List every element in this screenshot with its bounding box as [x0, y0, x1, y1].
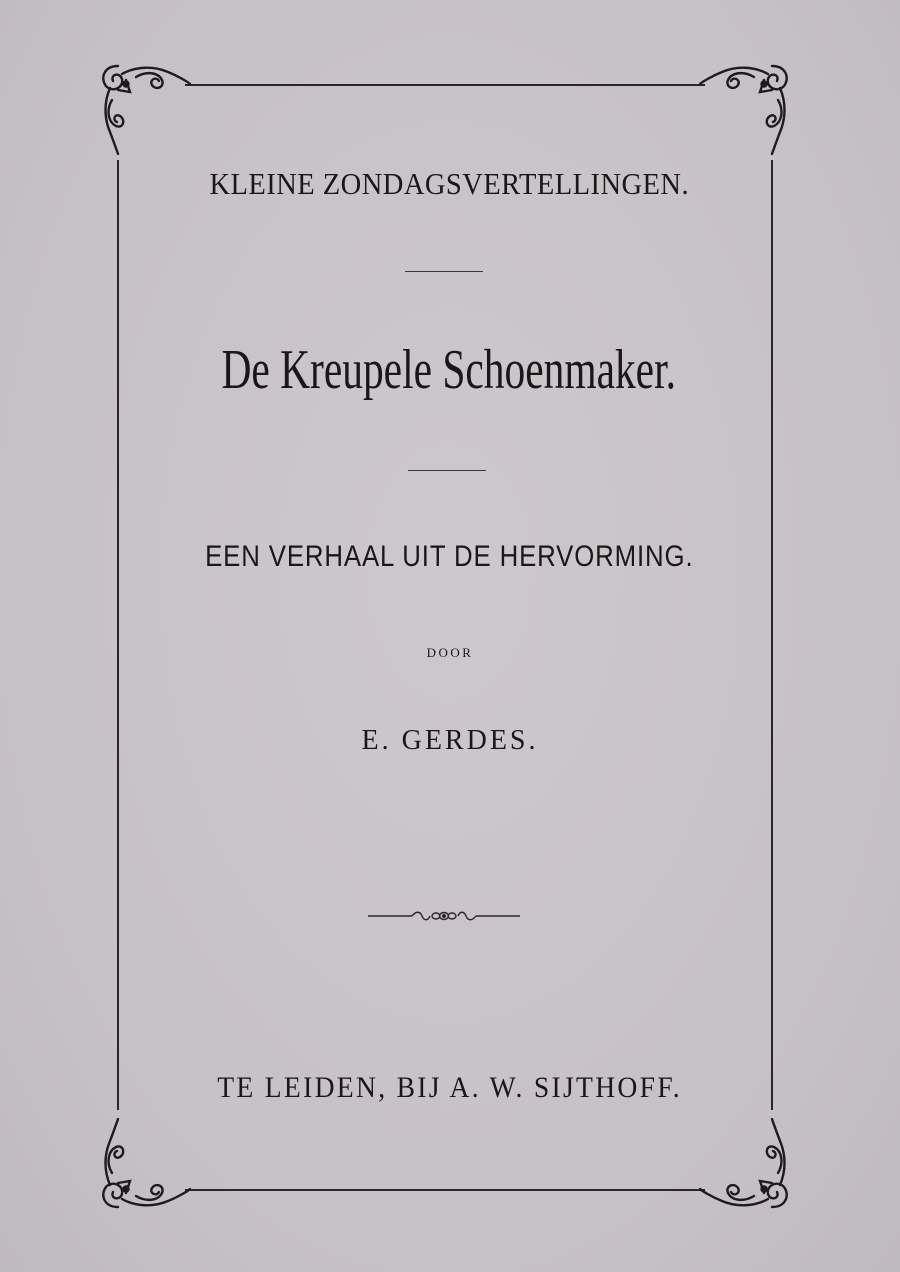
frame-top-rule — [185, 84, 705, 86]
series-title: KLEINE ZONDAGSVERTELLINGEN. — [209, 166, 690, 201]
book-subtitle: EEN VERHAAL UIT DE HERVORMING. — [205, 540, 694, 573]
divider-rule-upper — [405, 271, 483, 272]
book-title: De Kreupele Schoenmaker. — [221, 339, 676, 401]
frame-right-rule — [771, 160, 773, 1110]
corner-flourish-bottom-right — [699, 1118, 794, 1213]
corner-flourish-bottom-left — [96, 1118, 191, 1213]
publisher-imprint: TE LEIDEN, BIJ A. W. SIJTHOFF. — [217, 1071, 682, 1104]
divider-rule-lower — [408, 470, 486, 471]
author-name: E. GERDES. — [361, 725, 539, 756]
corner-flourish-top-left — [96, 60, 191, 155]
frame-left-rule — [117, 160, 119, 1110]
byline: DOOR — [426, 645, 474, 660]
ornamental-divider — [368, 908, 520, 924]
corner-flourish-top-right — [699, 60, 794, 155]
frame-bottom-rule — [185, 1189, 705, 1191]
